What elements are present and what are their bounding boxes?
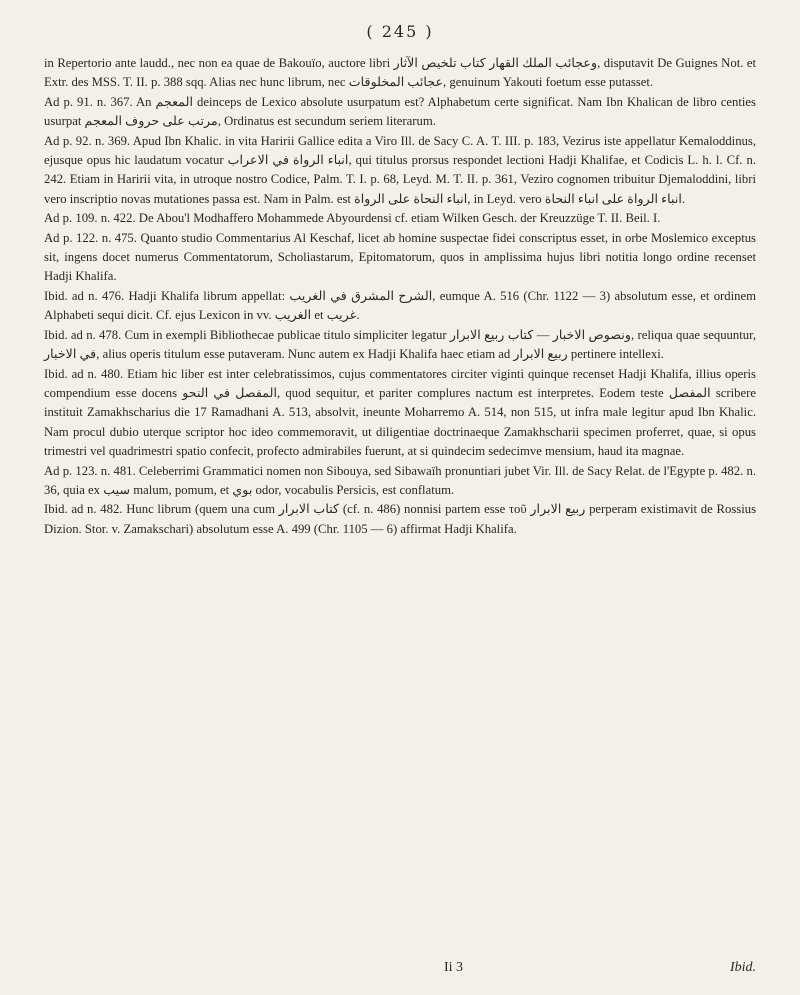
catchword: Ibid. [729,960,756,975]
page-footer [44,960,756,980]
page-header [44,22,756,44]
body-text [44,54,756,539]
paragraph: Ibid. ad n. 478. Cum in exempli Bibliothecae publicae titulo simpliciter legatur ‏كتاب ربيع الابرار‎ — ‏ونصوص الاخبار‎, reliqua quae sequuntur, ‏في الاخبار‎, alius operis titulum esse putaveram. Nunc autem ex Hadji Khalifa haec etiam ad ‏ربيع الابرار‎ pertinere intellexi. [44,327,756,362]
paragraph: Ad p. 92. n. 369. Apud Ibn Khalic. in vita Haririi Gallice edita a Viro Ill. de Sacy C. A. T. III. p. 183, Vezirus iste appellatur Kemaloddinus, ejusque opus hic laudatum vocatur ‏انباء الرواة في الاعراب‎, qui titulus prorsus respondet lectioni Hadji Khalifae, et Codicis L. h. l. Cf. n. 242. Etiam in Haririi vita, in utroque nostro Codice, Palm. T. I. p. 68, Leyd. M. T. II. p. 361, Veziro cognomen tribuitur Djemaloddini, libri vero inscriptio novas mutationes passa est. Nam in Palm. est ‏انباء النحاة على الرواة‎, in Leyd. vero ‏انباء الرواة على انباء النحاة‎. [44,133,756,206]
paragraph: Ibid. ad n. 482. Hunc librum (quem una cum ‏كتاب الابرار‎ (cf. n. 486) nonnisi partem esse τοῦ ‏ربيع الابرار‎ perperam existimavit de Rossius Dizion. Stor. v. Zamakschari) absolutum esse A. 499 (Chr. 1105 — 6) affirmat Hadji Khalifa. [44,502,757,536]
page-number: ( 245 ) [366,22,434,41]
paragraph: Ad p. 122. n. 475. Quanto studio Commentarius Al Keschaf, licet ab homine suspectae fidei conscriptus esset, in orbe Moslemico exceptus sit, ingens docet numerus Commentatorum, Scholiastarum, Epitomatorum, quos in amplissima hujus libri notitia longo ordine recenset Hadji Khalifa. [44,230,756,284]
signature-mark: Ii 3 [444,960,464,975]
paragraph: Ibid. ad n. 480. Etiam hic liber est inter celebratissimos, cujus commentatores circiter viginti quinque recenset Hadji Khalifa, illius operis compendium esse docens ‏المفصل في النحو‎, quod sequitur, et pariter complures nactum est interpretes. Eodem teste ‏المفصل‎ scribere instituit Zamakhscharius die 17 Ramadhani A. 513, absolvit, ineunte Moharremo A. 514, non 515, ut infra male legitur apud Ibn Khalic. Nam procul dubio uterque scriptor hoc ideo commemoravit, ut diligentiae doctrinaeque Zamakhscharii specimen proferret, quae, si opus trimestri vel quadrimestri spatio confecit, profecto admirabiles fuerunt, at si quindecim sedecimve mensium, haud ita magnae. [44,366,756,459]
paragraph: Ibid. ad n. 476. Hadji Khalifa librum appellat: ‏الشرح المشرق في الغريب‎, eumque A. 516 (Chr. 1122 — 3) absolutum esse, et ordinem Alphabeti sequi dicit. Cf. ejus Lexicon in vv. ‏الغريب‎ et ‏غريب‎. [44,288,756,323]
paragraph: Ad p. 91. n. 367. An ‏المعجم‎ deinceps de Lexico absolute usurpatum est? Alphabetum certe significat. Nam Ibn Khalican de libro centies usurpat ‏مرتب على حروف المعجم‎, Ordinatus est secundum seriem literarum. [44,94,756,129]
paragraph: Ad p. 123. n. 481. Celeberrimi Grammatici nomen non Sibouya, sed Sibawaïh pronuntiari jubet Vir. Ill. de Sacy Relat. de l'Egypte p. 482. n. 36, quia ex ‏سيب‎ malum, pomum, et ‏بوي‎ odor, vocabulis Persicis, est conflatum. [44,463,756,497]
paragraph: in Repertorio ante laudd., nec non ea quae de Bakouïo, auctore libri ‏كتاب تلخيص الآثار‎ ‏وعجائب الملك القهار‎, disputavit De Guignes Not. et Extr. des MSS. T. II. p. 388 sqq. Alias nec hunc librum, nec ‏عجائب المخلوقات‎, genuinum Yakouti foetum esse putasset. [44,56,756,90]
paragraph: Ad p. 109. n. 422. De Abou'l Modhaffero Mohammede Abyourdensi cf. etiam Wilken Gesch. der Kreuzzüge T. II. Beil. I. [44,211,661,226]
